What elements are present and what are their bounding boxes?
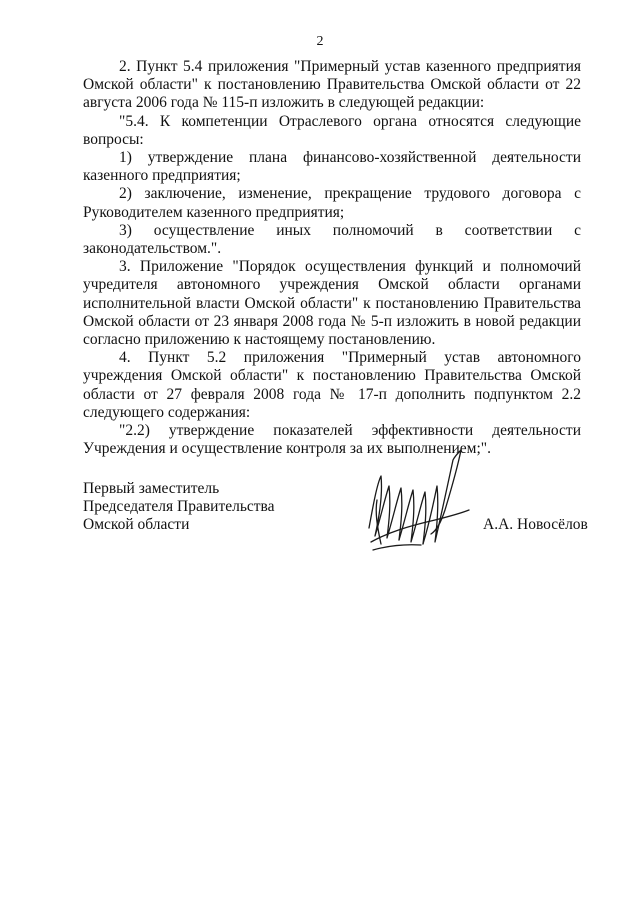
paragraph-subitem-2-2: "2.2) утверждение показателей эффективности деятельности Учреждения и осуществление контроля за их выполнением;". (83, 422, 581, 458)
signatory-title (83, 480, 275, 535)
signatory-title-line-2: Председателя Правительства (83, 498, 275, 516)
signatory-title-line-3: Омской области (83, 516, 190, 534)
paragraph-subitem-3: 3) осуществление иных полномочий в соответствии с законодательством.". (83, 221, 581, 258)
signature-block (83, 480, 588, 600)
signatory-name: А.А. Новосёлов (483, 516, 588, 533)
signatory-title-line-1: Первый заместитель (83, 480, 220, 497)
paragraph-item-4: 4. Пункт 5.2 приложения "Примерный устав автономного учреждения Омской области" к постановлению Правительства Омской области от 27 февраля 2008 года № 17-п дополнить подпунктом 2.2 следующего содержания: (83, 349, 581, 421)
page-number: 2 (316, 34, 324, 49)
paragraph-subitem-1: 1) утверждение плана финансово-хозяйственной деятельности казенного предприятия; (83, 149, 581, 185)
paragraph-clause-5-4: "5.4. К компетенции Отраслевого органа относятся следующие вопросы: (83, 112, 581, 148)
paragraph-subitem-2: 2) заключение, изменение, прекращение трудового договора с Руководителем казенного предприятия; (83, 185, 581, 221)
document-body (83, 58, 581, 458)
paragraph-item-2: 2. Пункт 5.4 приложения "Примерный устав казенного предприятия Омской области" к постановлению Правительства Омской области от 22 августа 2006 года № 115-п изложить в следующей редакции: (83, 58, 581, 112)
handwritten-signature (365, 446, 473, 558)
paragraph-item-3: 3. Приложение "Порядок осуществления функций и полномочий учредителя автономного учреждения Омской области органами исполнительной власти Омской области" к постановлению Правительства Омской области от 23 января 2008 года № 5-п изложить в новой редакции согласно приложению к настоящему постановлению. (83, 258, 581, 349)
